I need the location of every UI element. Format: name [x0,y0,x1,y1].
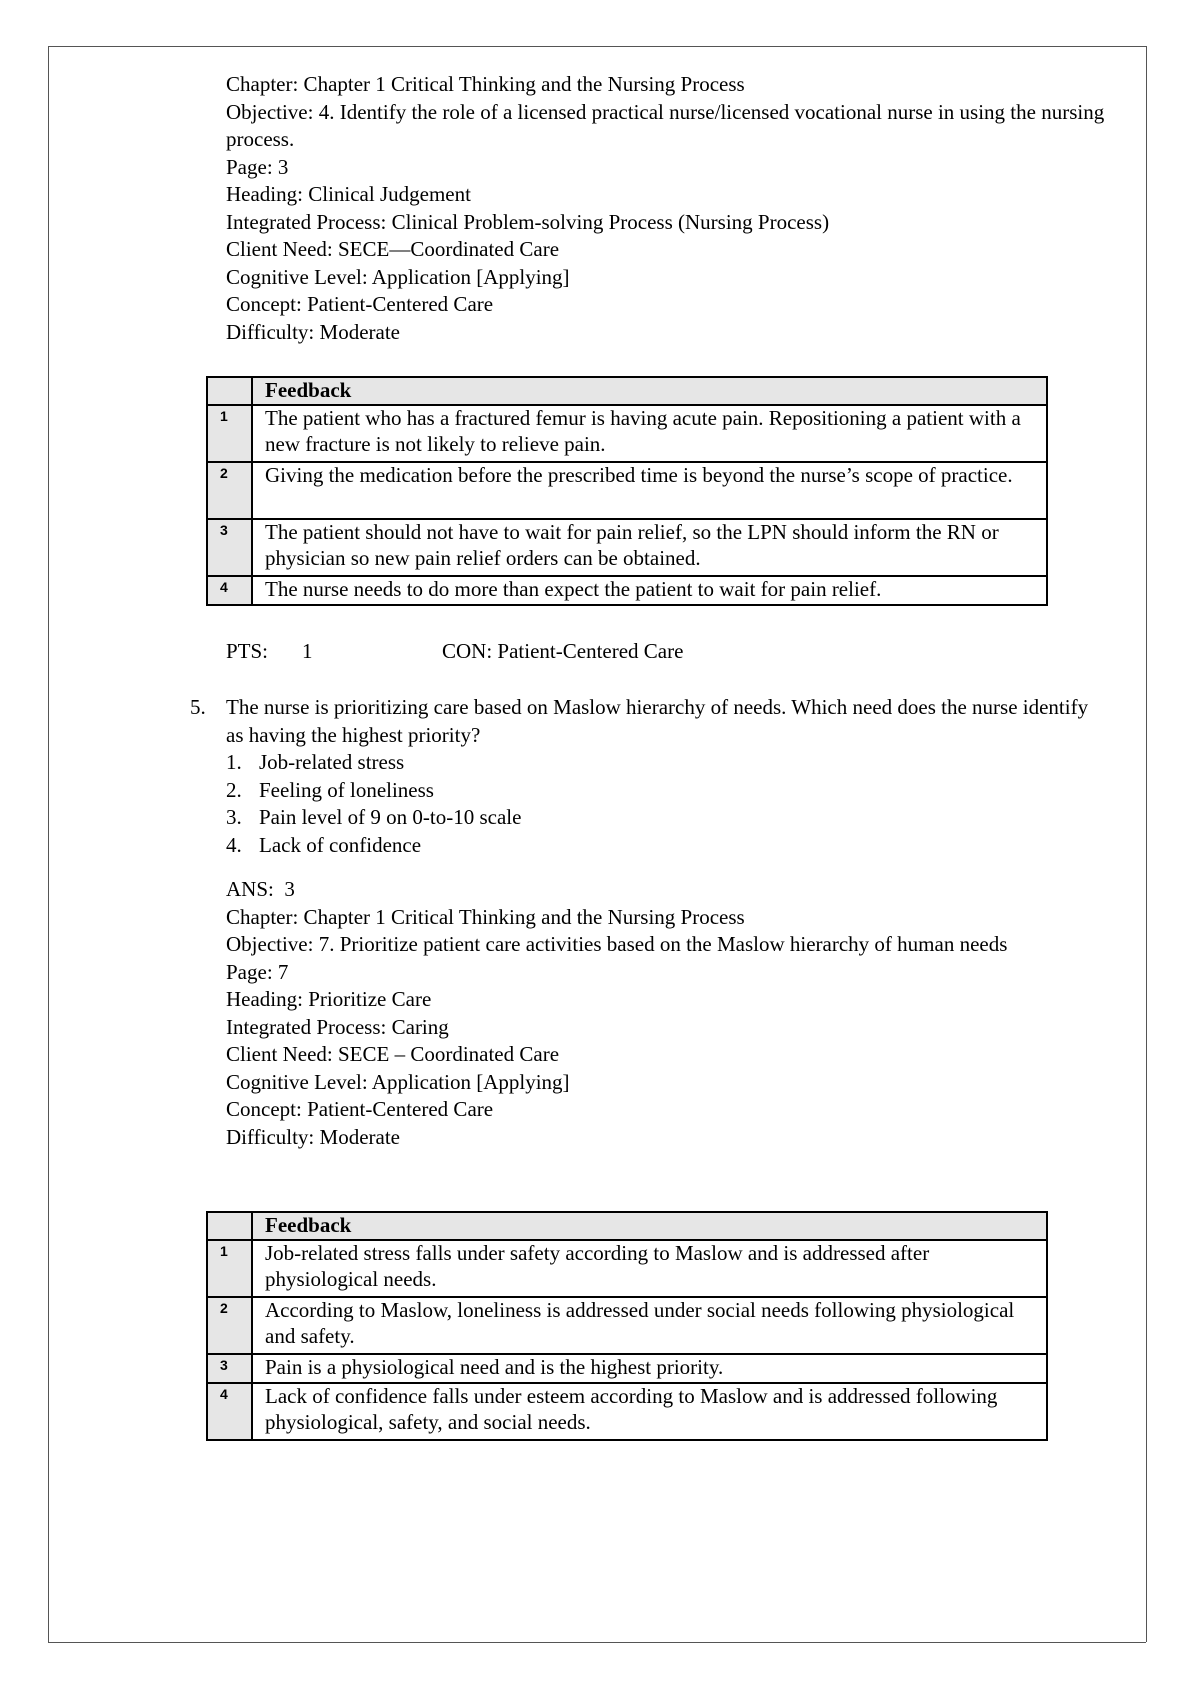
feedback-table-header-row [207,377,1047,405]
concept-line: Concept: Patient-Centered Care [226,292,494,316]
list-item [226,777,1090,805]
cognitive-level-line: Cognitive Level: Application [Applying] [226,1069,570,1094]
row-number: 4 [207,1383,252,1440]
row-number: 2 [207,1297,252,1354]
heading-line: Heading: Clinical Judgement [226,182,471,206]
feedback-text: Job-related stress falls under safety according to Maslow and is addressed after physiological needs. [252,1240,1047,1297]
heading-line: Heading: Prioritize Care [226,987,432,1011]
question-number: 5. [190,695,206,719]
client-need-line: Client Need: SECE – Coordinated Care [226,1042,560,1066]
row-number: 1 [207,1240,252,1297]
table-row [207,576,1047,605]
objective-line: Objective: 4. Identify the role of a licensed practical nurse/licensed vocational nurse in using the nursing process. [226,99,1105,151]
feedback-text: According to Maslow, loneliness is addressed under social needs following physiological and safety. [252,1297,1047,1354]
question-5 [190,694,1090,859]
feedback-header: Feedback [252,377,1047,405]
points-line [226,638,684,665]
question-5-metadata [226,876,1126,1151]
row-number: 3 [207,1354,252,1383]
feedback-table-header-row [207,1212,1047,1240]
list-item [226,749,1090,777]
row-number: 1 [207,405,252,462]
row-number: 2 [207,462,252,519]
pts-label: PTS: [226,639,269,663]
concept-label: CON: Patient-Centered Care [442,639,684,663]
table-row [207,462,1047,519]
option-number: 2. [226,777,242,802]
integrated-process-line: Integrated Process: Clinical Problem-solving Process (Nursing Process) [226,209,830,234]
page-frame-right [1146,46,1147,1642]
table-row [207,1297,1047,1354]
feedback-header: Feedback [252,1212,1047,1240]
row-number: 3 [207,519,252,576]
client-need-line: Client Need: SECE—Coordinated Care [226,237,560,261]
integrated-process-line: Integrated Process: Caring [226,1014,449,1039]
feedback-text: The patient who has a fractured femur is having acute pain. Repositioning a patient with a new fracture is not likely to relieve pain. [252,405,1047,462]
feedback-text: The nurse needs to do more than expect the patient to wait for pain relief. [252,576,1047,605]
pts-value: 1 [302,639,313,663]
feedback-number-header [207,377,252,405]
feedback-number-header [207,1212,252,1240]
option-number: 4. [226,832,242,857]
feedback-text: The patient should not have to wait for pain relief, so the LPN should inform the RN or physician so new pain relief orders can be obtained. [252,519,1047,576]
difficulty-line: Difficulty: Moderate [226,1124,400,1149]
objective-line: Objective: 7. Prioritize patient care activities based on the Maslow hierarchy of human needs [226,932,1008,956]
option-text: Pain level of 9 on 0-to-10 scale [259,805,522,829]
chapter-line: Chapter: Chapter 1 Critical Thinking and the Nursing Process [226,72,745,96]
answer-line: ANS: 3 [226,877,295,901]
table-row [207,1354,1047,1383]
option-text: Feeling of loneliness [259,777,434,802]
page-frame-bottom [48,1642,1146,1643]
list-item [226,832,1090,860]
option-text: Job-related stress [259,750,405,774]
feedback-text: Giving the medication before the prescribed time is beyond the nurse’s scope of practice. [252,462,1047,519]
feedback-table-q4 [206,376,1048,606]
option-text: Lack of confidence [259,832,422,857]
page-frame-left [48,46,49,1642]
page-frame-top [48,46,1146,47]
cognitive-level-line: Cognitive Level: Application [Applying] [226,264,570,289]
table-row [207,1240,1047,1297]
concept-line: Concept: Patient-Centered Care [226,1097,494,1121]
table-row [207,519,1047,576]
question-4-metadata [226,71,1126,346]
feedback-text: Pain is a physiological need and is the highest priority. [252,1354,1047,1383]
option-number: 3. [226,805,242,829]
option-number: 1. [226,750,242,774]
page-line: Page: 7 [226,959,289,984]
list-item [226,804,1090,832]
chapter-line: Chapter: Chapter 1 Critical Thinking and the Nursing Process [226,904,745,929]
difficulty-line: Difficulty: Moderate [226,319,400,344]
page-line: Page: 3 [226,154,289,179]
table-row [207,1383,1047,1440]
feedback-table-q5 [206,1211,1048,1441]
table-row [207,405,1047,462]
feedback-text: Lack of confidence falls under esteem according to Maslow and is addressed following physiological, safety, and social needs. [252,1383,1047,1440]
row-number: 4 [207,576,252,605]
question-text: The nurse is prioritizing care based on Maslow hierarchy of needs. Which need does the nurse identify as having the highest priority? [226,695,1089,747]
